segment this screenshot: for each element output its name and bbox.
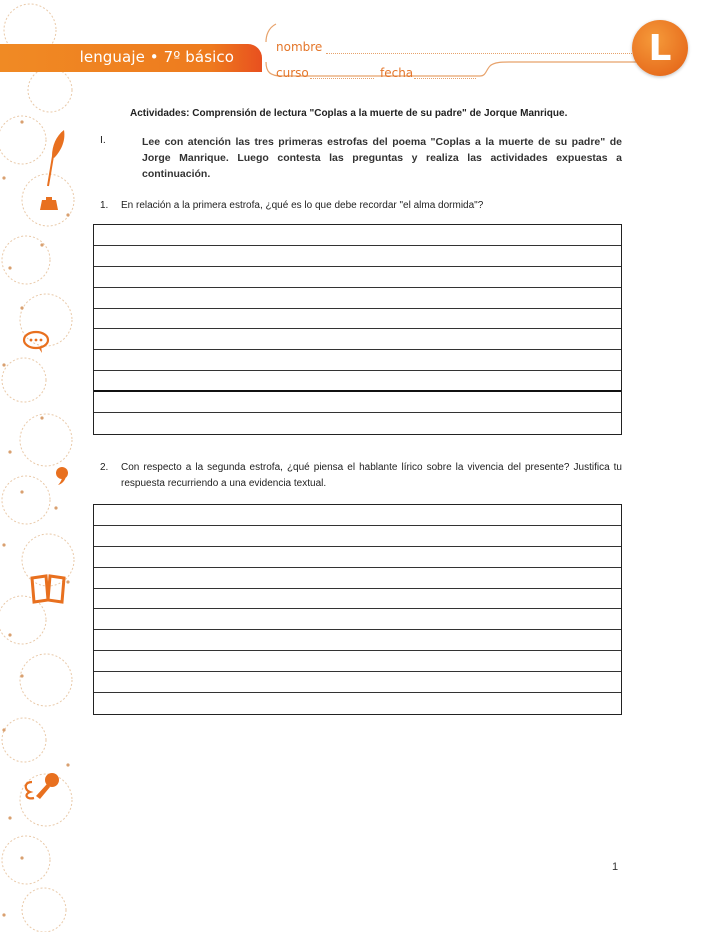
section-number: I.	[100, 134, 106, 146]
answer-line[interactable]	[94, 693, 621, 714]
answer-line[interactable]	[94, 505, 621, 526]
question-1	[100, 198, 622, 214]
answer-line[interactable]	[94, 225, 621, 246]
answer-line[interactable]	[94, 350, 621, 371]
answer-line[interactable]	[94, 392, 621, 413]
subject-header-band	[0, 44, 262, 72]
student-info-fields	[262, 22, 682, 94]
fecha-field[interactable]	[414, 78, 476, 79]
section-instructions-text: Lee con atención las tres primeras estrofas del poema "Coplas a la muerte de su padre" de Jorge Manrique. Luego contesta las preguntas y realiza las actividades expuestas a continuación.	[142, 136, 622, 180]
microphone-icon	[20, 772, 60, 802]
fecha-label: fecha	[380, 66, 414, 80]
page-number: 1	[612, 861, 619, 873]
answer-line[interactable]	[94, 526, 621, 547]
answer-line[interactable]	[94, 672, 621, 693]
answer-line[interactable]	[94, 329, 621, 350]
answer-line[interactable]	[94, 413, 621, 434]
question-number: 1.	[100, 200, 109, 211]
subject-grade-label: lenguaje • 7º básico	[79, 48, 234, 66]
answer-line[interactable]	[94, 267, 621, 288]
answer-line[interactable]	[94, 651, 621, 672]
answer-line[interactable]	[94, 609, 621, 630]
quill-icon	[46, 128, 68, 188]
answer-line[interactable]	[94, 547, 621, 568]
answer-line[interactable]	[94, 371, 621, 392]
answer-line[interactable]	[94, 288, 621, 309]
activities-title: Actividades: Comprensión de lectura "Coplas a la muerte de su padre" de Jorque Manrique.	[130, 108, 568, 119]
nombre-label: nombre	[276, 40, 323, 54]
comma-icon	[54, 466, 70, 486]
answer-line[interactable]	[94, 630, 621, 651]
nombre-field[interactable]	[326, 53, 638, 54]
question-2	[100, 460, 622, 492]
speech-bubble-icon	[22, 330, 50, 354]
curso-label: curso	[276, 66, 309, 80]
answer-box-1[interactable]	[93, 224, 622, 435]
question-text: En relación a la primera estrofa, ¿qué es lo que debe recordar "el alma dormida"?	[121, 200, 484, 211]
answer-box-2[interactable]	[93, 504, 622, 715]
answer-line[interactable]	[94, 589, 621, 610]
answer-line[interactable]	[94, 246, 621, 267]
answer-line[interactable]	[94, 568, 621, 589]
question-number: 2.	[100, 462, 109, 473]
inkwell-icon	[38, 196, 60, 212]
curso-field[interactable]	[310, 78, 374, 79]
question-text: Con respecto a la segunda estrofa, ¿qué piensa el hablante lírico sobre la vivencia del presente? Justifica tu respuesta recurriendo a una evidencia textual.	[121, 462, 622, 489]
open-book-icon	[28, 572, 68, 604]
header-frame-lines	[262, 22, 682, 94]
answer-line[interactable]	[94, 309, 621, 330]
subject-badge: L	[632, 20, 688, 76]
